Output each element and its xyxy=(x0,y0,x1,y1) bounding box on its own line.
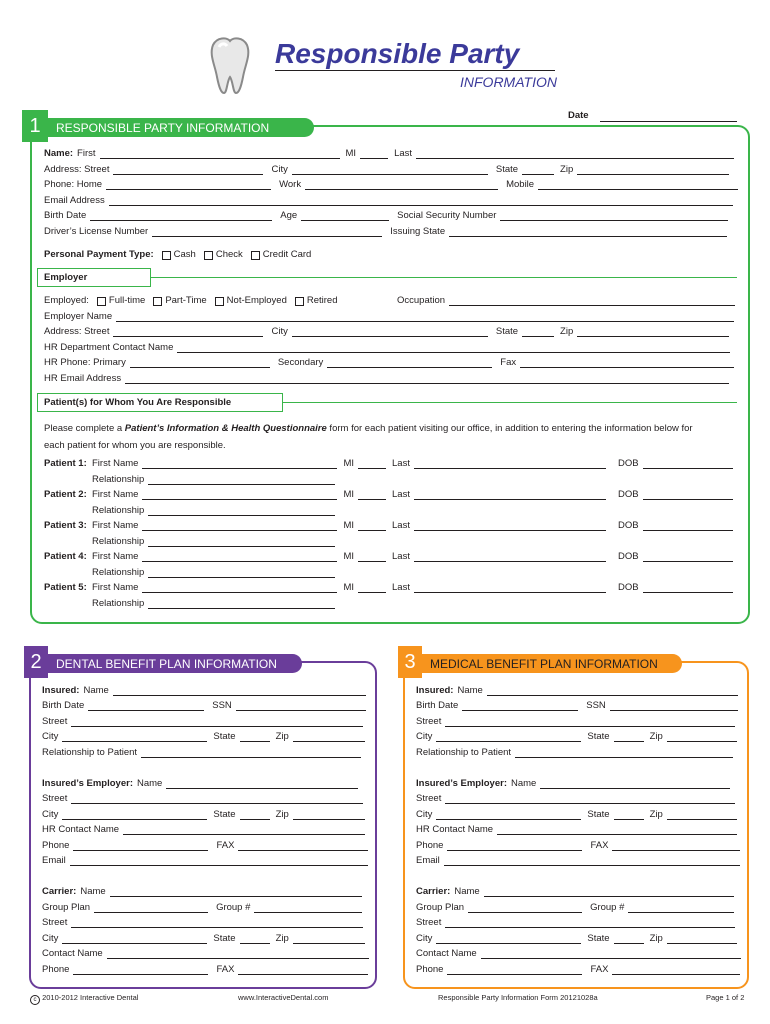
employer-city-field[interactable] xyxy=(292,327,488,337)
medical-group-num-field[interactable] xyxy=(628,903,734,913)
patient1-dob-field[interactable] xyxy=(643,459,733,469)
check-checkbox[interactable] xyxy=(204,251,213,260)
section3-number: 3 xyxy=(398,646,422,678)
patient3-first-field[interactable] xyxy=(142,521,337,531)
patient5-label: Patient 5: xyxy=(44,582,87,593)
dental-contact-field[interactable] xyxy=(107,949,369,959)
patient1-mi-field[interactable] xyxy=(358,459,386,469)
work-phone-field[interactable] xyxy=(305,180,498,190)
patient5-relationship-field[interactable] xyxy=(148,599,335,609)
patient5-dob-field[interactable] xyxy=(643,583,733,593)
employer-street-field[interactable] xyxy=(113,327,263,337)
dental-carrier-fax-field[interactable] xyxy=(238,965,368,975)
dental-street-field[interactable] xyxy=(71,717,363,727)
medical-birth-field[interactable] xyxy=(462,701,578,711)
dental-birth-field[interactable] xyxy=(88,701,204,711)
email-field[interactable] xyxy=(109,196,733,206)
dental-city-field[interactable] xyxy=(62,732,207,742)
city-field[interactable] xyxy=(292,165,488,175)
dental-hr-contact-field[interactable] xyxy=(123,825,365,835)
medical-carrier-fax-field[interactable] xyxy=(612,965,740,975)
mobile-field[interactable] xyxy=(538,180,738,190)
ssn-field[interactable] xyxy=(500,211,728,221)
patient2-label: Patient 2: xyxy=(44,489,87,500)
patient1-first-field[interactable] xyxy=(142,459,337,469)
patient2-relationship-field[interactable] xyxy=(148,506,335,516)
dental-employer-city-field[interactable] xyxy=(62,810,207,820)
section3-title: MEDICAL BENEFIT PLAN INFORMATION xyxy=(422,654,682,673)
employer-zip-field[interactable] xyxy=(577,327,729,337)
patient4-last-field[interactable] xyxy=(414,552,606,562)
medical-carrier-city-field[interactable] xyxy=(436,934,581,944)
medical-carrier-phone-field[interactable] xyxy=(447,965,582,975)
medical-street-field[interactable] xyxy=(445,717,735,727)
retired-checkbox[interactable] xyxy=(295,297,304,306)
credit-card-checkbox[interactable] xyxy=(251,251,260,260)
medical-hr-contact-field[interactable] xyxy=(497,825,737,835)
patient4-dob-field[interactable] xyxy=(643,552,733,562)
last-name-field[interactable] xyxy=(416,149,734,159)
footer-url[interactable]: www.InteractiveDental.com xyxy=(238,993,329,1002)
hr-primary-phone-field[interactable] xyxy=(130,358,270,368)
dental-relationship-field[interactable] xyxy=(141,748,361,758)
date-field[interactable] xyxy=(600,121,737,122)
medical-group-plan-field[interactable] xyxy=(468,903,582,913)
employer-name-field[interactable] xyxy=(116,312,734,322)
dental-state-field[interactable] xyxy=(240,732,270,742)
dental-employer-street-field[interactable] xyxy=(71,794,363,804)
dental-fax-field[interactable] xyxy=(238,841,368,851)
dental-insured-name-field[interactable] xyxy=(113,686,366,696)
footer-page-number: Page 1 of 2 xyxy=(706,993,745,1002)
section1-number: 1 xyxy=(22,110,48,142)
medical-carrier-state-field[interactable] xyxy=(614,934,644,944)
patient3-dob-field[interactable] xyxy=(643,521,733,531)
date-label: Date xyxy=(568,110,589,121)
dental-carrier-name-field[interactable] xyxy=(110,887,362,897)
patient5-last-field[interactable] xyxy=(414,583,606,593)
medical-fax-field[interactable] xyxy=(612,841,740,851)
title-underline xyxy=(275,70,555,71)
medical-employer-city-field[interactable] xyxy=(436,810,581,820)
patients-heading: Patient(s) for Whom You Are Responsible xyxy=(37,393,283,412)
patient5-first-field[interactable] xyxy=(142,583,337,593)
name-label: Name: xyxy=(44,148,74,159)
dental-carrier-phone-field[interactable] xyxy=(73,965,208,975)
footer-copyright: c 2010-2012 Interactive Dental xyxy=(30,993,138,1005)
mi-field[interactable] xyxy=(360,149,388,159)
medical-zip-field[interactable] xyxy=(667,732,737,742)
dental-carrier-city-field[interactable] xyxy=(62,934,207,944)
hr-fax-field[interactable] xyxy=(520,358,734,368)
medical-relationship-field[interactable] xyxy=(515,748,733,758)
medical-city-field[interactable] xyxy=(436,732,581,742)
medical-employer-name-field[interactable] xyxy=(540,779,730,789)
age-field[interactable] xyxy=(301,211,389,221)
first-name-field[interactable] xyxy=(100,149,340,159)
dental-employer-name-field[interactable] xyxy=(166,779,358,789)
home-phone-field[interactable] xyxy=(106,180,271,190)
patient1-relationship-field[interactable] xyxy=(148,475,335,485)
patient1-last-field[interactable] xyxy=(414,459,606,469)
medical-insured-name-field[interactable] xyxy=(487,686,738,696)
notemployed-checkbox[interactable] xyxy=(215,297,224,306)
copyright-icon: c xyxy=(30,995,40,1005)
patient2-first-field[interactable] xyxy=(142,490,337,500)
patients-divider xyxy=(282,402,737,403)
issuing-state-field[interactable] xyxy=(449,227,727,237)
patient4-first-field[interactable] xyxy=(142,552,337,562)
parttime-checkbox[interactable] xyxy=(153,297,162,306)
patient2-mi-field[interactable] xyxy=(358,490,386,500)
patient5-mi-field[interactable] xyxy=(358,583,386,593)
dental-carrier-street-field[interactable] xyxy=(71,918,363,928)
patient2-dob-field[interactable] xyxy=(643,490,733,500)
dental-carrier-state-field[interactable] xyxy=(240,934,270,944)
patient4-relationship-field[interactable] xyxy=(148,568,335,578)
dental-carrier-zip-field[interactable] xyxy=(293,934,365,944)
street-field[interactable] xyxy=(113,165,263,175)
section2-number: 2 xyxy=(24,646,48,678)
patient3-last-field[interactable] xyxy=(414,521,606,531)
medical-carrier-street-field[interactable] xyxy=(445,918,735,928)
patient2-last-field[interactable] xyxy=(414,490,606,500)
employer-divider xyxy=(150,277,737,278)
page-subtitle: INFORMATION xyxy=(460,74,557,90)
birth-date-field[interactable] xyxy=(90,211,272,221)
footer-form-id: Responsible Party Information Form 20121028a xyxy=(438,993,598,1002)
medical-employer-street-field[interactable] xyxy=(445,794,735,804)
employer-heading: Employer xyxy=(37,268,151,287)
patient1-label: Patient 1: xyxy=(44,458,87,469)
medical-state-field[interactable] xyxy=(614,732,644,742)
patient4-mi-field[interactable] xyxy=(358,552,386,562)
hr-contact-field[interactable] xyxy=(177,343,730,353)
patients-intro: Please complete a Patient’s Information & Health Questionnaire form for each patient visiting our office, in addition to entering the information below for each patient for whom you are responsible. xyxy=(44,423,693,451)
medical-carrier-zip-field[interactable] xyxy=(667,934,737,944)
zip-field[interactable] xyxy=(577,165,729,175)
medical-carrier-name-field[interactable] xyxy=(484,887,734,897)
employer-state-field[interactable] xyxy=(522,327,554,337)
dental-employer-state-field[interactable] xyxy=(240,810,270,820)
occupation-field[interactable] xyxy=(449,296,735,306)
patient3-relationship-field[interactable] xyxy=(148,537,335,547)
medical-phone-field[interactable] xyxy=(447,841,582,851)
license-field[interactable] xyxy=(152,227,382,237)
dental-email-field[interactable] xyxy=(70,856,368,866)
hr-secondary-phone-field[interactable] xyxy=(327,358,492,368)
tooth-logo-icon xyxy=(205,35,255,97)
medical-employer-state-field[interactable] xyxy=(614,810,644,820)
section2-title: DENTAL BENEFIT PLAN INFORMATION xyxy=(48,654,302,673)
dental-ssn-field[interactable] xyxy=(236,701,366,711)
dental-phone-field[interactable] xyxy=(73,841,208,851)
fulltime-checkbox[interactable] xyxy=(97,297,106,306)
cash-checkbox[interactable] xyxy=(162,251,171,260)
page-title: Responsible Party xyxy=(275,38,520,69)
dental-zip-field[interactable] xyxy=(293,732,365,742)
patient3-label: Patient 3: xyxy=(44,520,87,531)
medical-email-field[interactable] xyxy=(444,856,740,866)
medical-employer-zip-field[interactable] xyxy=(667,810,737,820)
dental-group-plan-field[interactable] xyxy=(94,903,208,913)
hr-email-field[interactable] xyxy=(125,374,729,384)
medical-ssn-field[interactable] xyxy=(610,701,738,711)
patient4-label: Patient 4: xyxy=(44,551,87,562)
dental-group-num-field[interactable] xyxy=(254,903,362,913)
dental-employer-zip-field[interactable] xyxy=(293,810,365,820)
patient3-mi-field[interactable] xyxy=(358,521,386,531)
section1-title: RESPONSIBLE PARTY INFORMATION xyxy=(48,118,314,137)
medical-contact-field[interactable] xyxy=(481,949,741,959)
state-field[interactable] xyxy=(522,165,554,175)
